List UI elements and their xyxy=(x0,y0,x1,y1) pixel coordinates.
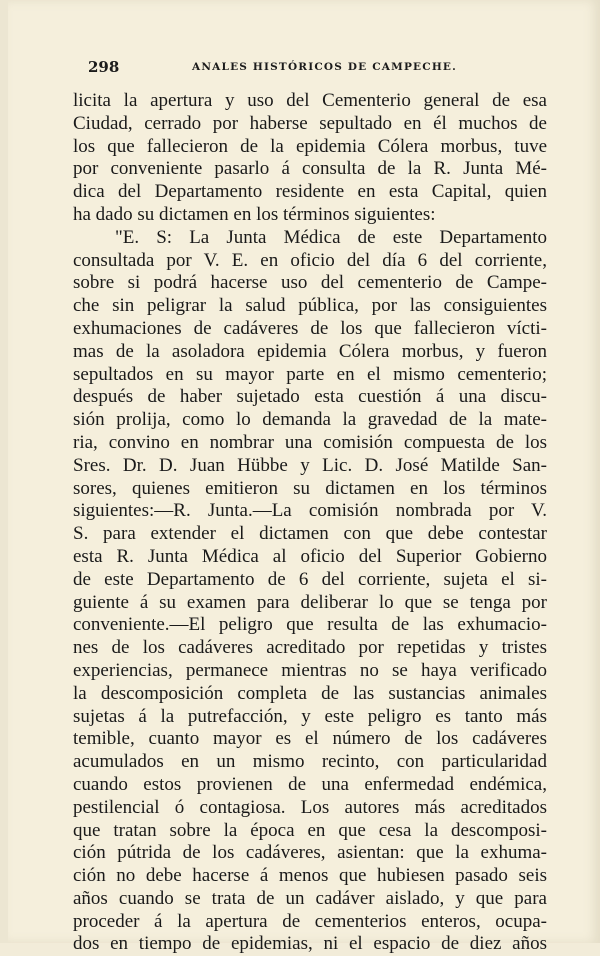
text-line: acumulados en un mismo recinto, con particularidad xyxy=(73,751,547,773)
text-line: sión prolija, como lo demanda la gravedad de la mate- xyxy=(73,409,547,431)
text-line: ción no debe hacerse á menos que hubiesen pasado seis xyxy=(73,865,547,887)
text-line: sujetas á la putrefacción, y este peligro es tanto más xyxy=(73,705,547,727)
page-number: 298 xyxy=(88,58,120,76)
text-line: sepultados en su mayor parte en el mismo cementerio; xyxy=(73,363,547,385)
text-line: dica del Departamento residente en esta Capital, quien xyxy=(73,181,547,203)
text-line: la descomposición completa de las sustancias animales xyxy=(73,682,547,704)
text-line: temible, cuanto mayor es el número de los cadáveres xyxy=(73,728,547,750)
text-line: nes de los cadáveres acreditado por repetidas y tristes xyxy=(73,637,547,659)
running-title: ANALES HISTÓRICOS DE CAMPECHE. xyxy=(192,61,457,73)
body-text xyxy=(73,90,547,956)
text-line: proceder á la apertura de cementerios enteros, ocupa- xyxy=(73,910,547,932)
text-line: Ciudad, cerrado por haberse sepultado en él muchos de xyxy=(73,112,547,134)
text-line: por conveniente pasarlo á consulta de la R. Junta Mé- xyxy=(73,158,547,180)
text-line: dos en tiempo de epidemias, ni el espacio de diez años xyxy=(73,933,547,955)
text-line: mas de la asoladora epidemia Cólera morbus, y fueron xyxy=(73,340,547,362)
text-line: que tratan sobre la época en que cesa la descomposi- xyxy=(73,819,547,841)
text-line: Sres. Dr. D. Juan Hübbe y Lic. D. José Matilde San- xyxy=(73,454,547,476)
text-line: los que fallecieron de la epidemia Cólera morbus, tuve xyxy=(73,135,547,157)
text-line: de este Departamento de 6 del corriente, sujeta el si- xyxy=(73,568,547,590)
text-line: exhumaciones de cadáveres de los que fallecieron vícti- xyxy=(73,317,547,339)
text-line: consultada por V. E. en oficio del día 6 del corriente, xyxy=(73,249,547,271)
text-line: años cuando se trata de un cadáver aislado, y que para xyxy=(73,887,547,909)
text-line: siguientes:—R. Junta.—La comisión nombrada por V. xyxy=(73,500,547,522)
text-line: conveniente.—El peligro que resulta de las exhumacio- xyxy=(73,614,547,636)
text-line: sobre si podrá hacerse uso del cementerio de Campe- xyxy=(73,272,547,294)
text-line: S. para extender el dictamen con que debe contestar xyxy=(73,523,547,545)
text-line: ria, convino en nombrar una comisión compuesta de los xyxy=(73,431,547,453)
text-line: cuando estos provienen de una enfermedad endémica, xyxy=(73,773,547,795)
text-line: licita la apertura y uso del Cementerio general de esa xyxy=(73,90,547,111)
text-line: "E. S: La Junta Médica de este Departamento xyxy=(115,226,547,248)
running-head xyxy=(74,58,554,78)
text-line: después de haber sujetado esta cuestión á una discu- xyxy=(73,386,547,408)
text-line: pestilencial ó contagiosa. Los autores más acreditados xyxy=(73,796,547,818)
text-line: ción pútrida de los cadáveres, asientan: que la exhuma- xyxy=(73,842,547,864)
text-line: ha dado su dictamen en los términos siguientes: xyxy=(73,203,436,225)
text-line: esta R. Junta Médica al oficio del Superior Gobierno xyxy=(73,545,547,567)
text-line: experiencias, permanece mientras no se haya verificado xyxy=(73,659,547,681)
text-line: sores, quienes emitieron su dictamen en los términos xyxy=(73,477,547,499)
text-line: guiente á su examen para deliberar lo que se tenga por xyxy=(73,591,547,613)
text-line: che sin peligrar la salud pública, por las consiguientes xyxy=(73,295,547,317)
